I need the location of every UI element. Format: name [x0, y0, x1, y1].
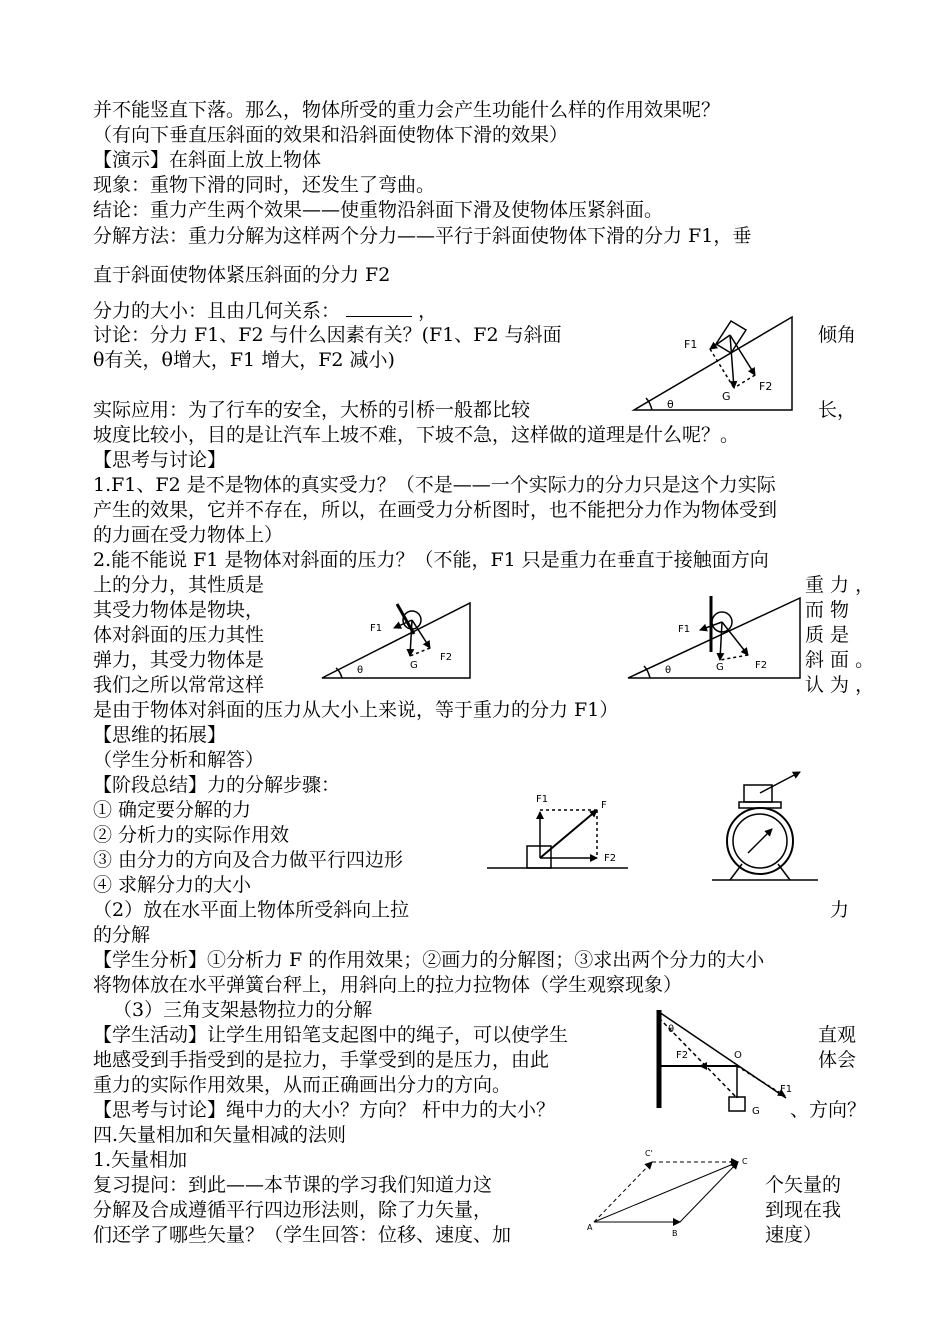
- label-f2: F2: [755, 660, 768, 671]
- label-g: G: [752, 1106, 760, 1117]
- text-line: 的分解: [93, 924, 151, 946]
- incline-figure-1: [634, 317, 792, 410]
- text-line: 上的分力，其性质是: [93, 574, 265, 596]
- text-line: 讨论：分力 F1、F2 与什么因素有关？(F1、F2 与斜面: [93, 324, 562, 346]
- text-line: 结论：重力产生两个效果——使重物沿斜面下滑及使物体压紧斜面。: [93, 199, 664, 221]
- label-theta: θ: [667, 398, 674, 411]
- text-line: 现象：重物下滑的同时，还发生了弯曲。: [93, 174, 436, 196]
- dashed-line: [734, 375, 755, 388]
- label-a: A: [587, 1223, 593, 1232]
- incline-figure-3: [628, 596, 800, 678]
- text-line: 分解及合成遵循平行四边形法则，除了力矢量，: [93, 1199, 493, 1221]
- text-right: 而 物: [805, 599, 850, 621]
- label-f1: F1: [684, 338, 698, 351]
- dashed-line: [410, 648, 430, 656]
- text-line: 分解方法：重力分解为这样两个分力——平行于斜面使物体下滑的分力 F1，垂: [93, 225, 752, 247]
- f2-arrow: [722, 622, 748, 655]
- text-line: 其受力物体是物块，: [93, 599, 265, 621]
- label-c: C: [742, 1157, 748, 1166]
- text-line: 【思维的拓展】: [93, 724, 227, 746]
- text-line: （2）放在水平面上物体所受斜向上拉: [93, 899, 410, 921]
- text-line: ② 分析力的实际作用效: [93, 824, 290, 846]
- text-right: 到现在我: [765, 1199, 842, 1221]
- label-f2: F2: [759, 380, 773, 393]
- text-line: 们还学了哪些矢量？（学生回答：位移、速度、加: [93, 1224, 512, 1246]
- label-f1: F1: [370, 623, 383, 634]
- object-block: [744, 785, 772, 802]
- text-line: 2.能不能说 F1 是物体对斜面的压力？（不能，F1 只是重力在垂直于接触面方向: [93, 549, 769, 571]
- text-right: 个矢量的: [765, 1174, 842, 1196]
- dashed-line: [720, 655, 748, 660]
- text-right: 、方向？: [790, 1099, 867, 1121]
- text-span: ，: [418, 300, 438, 322]
- text-line: ① 确定要分解的力: [93, 799, 252, 821]
- text-right: 重 力 ，: [805, 574, 875, 596]
- label-f: F: [601, 800, 607, 811]
- label-theta: θ: [357, 665, 364, 676]
- text-line: 体对斜面的压力其性: [93, 624, 265, 646]
- text-line: θ有关，θ增大，F1 增大，F2 减小): [93, 349, 395, 371]
- f-arrow: [540, 810, 597, 858]
- label-f2: F2: [440, 652, 453, 663]
- text-line: 【学生分析】①分析力 F 的作用效果；②画力的分解图；③求出两个分力的大小: [93, 949, 765, 971]
- label-o: O: [734, 1050, 742, 1061]
- text-line: 四.矢量相加和矢量相减的法则: [93, 1124, 347, 1146]
- dashed-line: [710, 349, 734, 388]
- text-line: ④ 求解分力的大小: [93, 874, 252, 896]
- spring-scale-figure: [712, 772, 818, 880]
- text-line: 【阶段总结】力的分解步骤：: [93, 774, 341, 796]
- hanging-weight: [729, 1097, 745, 1111]
- label-g: G: [716, 662, 724, 673]
- text-line: 我们之所以常常这样: [93, 674, 265, 696]
- label-theta: θ: [665, 665, 672, 676]
- text-right: 体会: [818, 1049, 857, 1071]
- text-line: 【演示】在斜面上放上物体: [93, 149, 322, 171]
- text-line: 并不能竖直下落。那么，物体所受的重力会产生功能什么样的作用效果呢？: [93, 99, 721, 121]
- text-line: 坡度比较小，目的是让汽车上坡不难，下坡不急，这样做的道理是什么呢？。: [93, 424, 740, 446]
- text-line: 【思考与讨论】绳中力的大小？方向？ 杆中力的大小？: [93, 1099, 556, 1121]
- incline-triangle: [628, 598, 800, 678]
- text-line: 重力的实际作用效果，从而正确画出分力的方向。: [93, 1074, 512, 1096]
- incline-figure-2: [322, 603, 470, 678]
- text-line: （3）三角支架悬物拉力的分解: [113, 999, 373, 1021]
- text-line: 【思考与讨论】: [93, 449, 227, 471]
- dial-pointer: [748, 829, 772, 853]
- vector-bc: [680, 1162, 738, 1222]
- text-line: 1.F1、F2 是不是物体的真实受力？（不是——一个实际力的分力只是这个力实际: [93, 474, 776, 496]
- text-line: 的力画在受力物体上）: [93, 524, 284, 546]
- vector-ac: [594, 1162, 738, 1222]
- text-line: 直于斜面使物体紧压斜面的分力 F2: [93, 264, 391, 286]
- text-right: 倾角: [818, 324, 857, 346]
- text-line: 将物体放在水平弹簧台秤上，用斜向上的拉力拉物体（学生观察现象）: [93, 974, 683, 996]
- text-right: 直观: [818, 1024, 857, 1046]
- label-f1: F1: [536, 794, 549, 805]
- label-f2: F2: [604, 853, 617, 864]
- pull-arrow: [760, 772, 800, 793]
- block: [527, 846, 551, 868]
- text-right: 长，: [818, 399, 857, 421]
- label-f1: F1: [780, 1084, 793, 1095]
- text-line: 地感受到手指受到的是拉力，手掌受到的是压力，由此: [93, 1049, 550, 1071]
- label-b: B: [672, 1229, 678, 1238]
- text-line: ③ 由分力的方向及合力做平行四边形: [93, 849, 404, 871]
- text-span: 分力的大小：且由几何关系：: [93, 300, 341, 322]
- text-line: 【学生活动】让学生用铅笔支起图中的绳子，可以使学生: [93, 1024, 569, 1046]
- text-right: 力: [830, 899, 850, 921]
- gravity-arrow: [720, 622, 722, 660]
- text-right: 速度）: [765, 1224, 823, 1246]
- text-line: 复习提问：到此——本节课的学习我们知道力这: [93, 1174, 493, 1196]
- label-theta: θ: [668, 1024, 675, 1035]
- text-line: 产生的效果，它并不存在，所以，在画受力分析图时，也不能把分力作为物体受到: [93, 499, 778, 521]
- text-line: 1.矢量相加: [93, 1149, 188, 1171]
- text-line: 是由于物体对斜面的压力从大小上来说，等于重力的分力 F1）: [93, 699, 619, 721]
- text-line: （学生分析和解答）: [93, 749, 265, 771]
- label-f1: F1: [678, 624, 691, 635]
- label-cp: C': [645, 1149, 653, 1158]
- incline-triangle: [634, 317, 792, 410]
- text-right: 认 为 ，: [805, 674, 875, 696]
- text-line: 实际应用：为了行车的安全，大桥的引桥一般都比较: [93, 399, 531, 421]
- vector-acp: [594, 1162, 652, 1222]
- label-g: G: [410, 660, 418, 671]
- text-line: 弹力，其受力物体是: [93, 649, 265, 671]
- incline-triangle: [322, 603, 470, 678]
- label-f2: F2: [676, 1050, 689, 1061]
- label-g: G: [722, 390, 731, 403]
- text-right: 斜 面 。: [805, 649, 875, 671]
- vector-parallelogram: [594, 1162, 738, 1222]
- text-right: 质 是: [805, 624, 850, 646]
- text-line: （有向下垂直压斜面的效果和沿斜面使物体下滑的效果）: [93, 124, 569, 146]
